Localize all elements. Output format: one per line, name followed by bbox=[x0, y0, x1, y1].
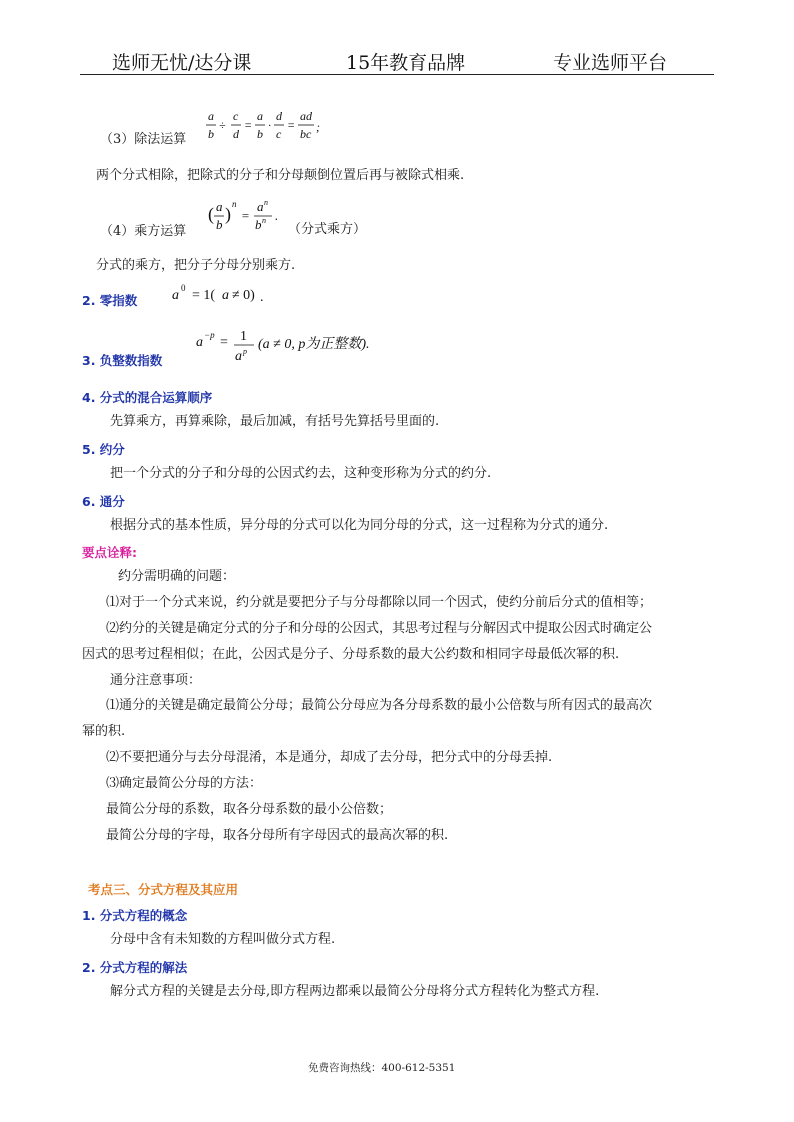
svg-text:0: 0 bbox=[181, 283, 186, 293]
svg-text:c: c bbox=[233, 109, 239, 123]
svg-text:a: a bbox=[208, 109, 214, 123]
key-line: ⑵不要把通分与去分母混淆，本是通分，却成了去分母，把分式中的分母丢掉. bbox=[106, 750, 553, 765]
power-formula bbox=[208, 196, 288, 236]
svg-text:a: a bbox=[172, 288, 179, 303]
svg-text:a: a bbox=[216, 199, 223, 214]
equation-solving-body: 解分式方程的关键是去分母,即方程两边都乘以最简公分母将分式方程转化为整式方程. bbox=[110, 984, 600, 999]
svg-text:): ) bbox=[225, 204, 231, 224]
key-line: 最简公分母的系数，取各分母系数的最小公倍数； bbox=[106, 802, 393, 817]
svg-text:=: = bbox=[220, 335, 228, 350]
svg-text:ad: ad bbox=[300, 109, 312, 123]
svg-text:b: b bbox=[255, 217, 262, 232]
key-line: 通分注意事项： bbox=[110, 673, 202, 688]
svg-text:p: p bbox=[243, 347, 247, 356]
svg-text:·: · bbox=[268, 118, 271, 132]
svg-text:n: n bbox=[264, 198, 268, 207]
key-notes-heading: 要点诠释: bbox=[82, 545, 137, 560]
svg-text:b: b bbox=[216, 217, 223, 232]
mixed-operation-body: 先算乘方，再算乘除，最后加减，有括号先算括号里面的. bbox=[110, 414, 440, 429]
svg-text:=: = bbox=[287, 118, 296, 132]
svg-text:a: a bbox=[257, 199, 264, 214]
svg-text:.: . bbox=[260, 290, 264, 305]
header-right: 专业选师平台 bbox=[553, 52, 668, 74]
svg-text:=: = bbox=[241, 208, 250, 223]
svg-text:d: d bbox=[276, 109, 282, 123]
division-formula bbox=[206, 106, 336, 146]
negative-exponent-formula bbox=[196, 326, 258, 366]
svg-text:n: n bbox=[232, 199, 237, 209]
reduction-heading: 5. 约分 bbox=[82, 442, 125, 457]
power-tag: （分式乘方） bbox=[288, 222, 367, 237]
svg-text:b: b bbox=[257, 127, 263, 141]
division-label: （3）除法运算 bbox=[100, 132, 187, 147]
zero-exponent-formula bbox=[172, 282, 272, 306]
equation-concept-heading: 1. 分式方程的概念 bbox=[82, 908, 188, 923]
svg-text:1: 1 bbox=[240, 329, 247, 344]
mixed-operation-heading: 4. 分式的混合运算顺序 bbox=[82, 390, 213, 405]
svg-text:≠ 0): ≠ 0) bbox=[232, 288, 255, 303]
header-rule bbox=[80, 74, 714, 75]
svg-text:=: = bbox=[244, 118, 253, 132]
header-left: 选师无忧/达分课 bbox=[112, 52, 252, 74]
common-denominator-body: 根据分式的基本性质，异分母的分式可以化为同分母的分式，这一过程称为分式的通分. bbox=[110, 518, 609, 533]
svg-text:d: d bbox=[233, 127, 239, 141]
svg-text:−p: −p bbox=[204, 330, 215, 340]
svg-text:b: b bbox=[208, 127, 214, 141]
equation-concept-body: 分母中含有未知数的方程叫做分式方程. bbox=[110, 932, 336, 947]
section-three-heading: 考点三、分式方程及其应用 bbox=[88, 882, 239, 897]
equation-solving-heading: 2. 分式方程的解法 bbox=[82, 960, 188, 975]
key-line: 幂的积. bbox=[82, 724, 126, 739]
power-note: 分式的乘方，把分子分母分别乘方. bbox=[96, 258, 296, 273]
svg-text:bc: bc bbox=[300, 127, 312, 141]
svg-text:= 1(: = 1( bbox=[192, 288, 216, 303]
common-denominator-heading: 6. 通分 bbox=[82, 494, 125, 509]
power-label: （4）乘方运算 bbox=[100, 224, 187, 239]
svg-text:a: a bbox=[235, 349, 242, 364]
svg-text:.: . bbox=[275, 208, 279, 223]
svg-text:(: ( bbox=[208, 204, 214, 224]
negative-exponent-heading: 3. 负整数指数 bbox=[82, 353, 163, 368]
footer-hotline: 免费咨询热线：400-612-5351 bbox=[308, 1062, 456, 1074]
division-note: 两个分式相除，把除式的分子和分母颠倒位置后再与被除式相乘. bbox=[96, 168, 465, 183]
svg-text:n: n bbox=[262, 216, 266, 225]
key-line: ⑶确定最简公分母的方法： bbox=[106, 776, 263, 791]
svg-text:;: ; bbox=[316, 120, 320, 134]
reduction-body: 把一个分式的分子和分母的公因式约去，这种变形称为分式的约分. bbox=[110, 466, 492, 481]
svg-text:c: c bbox=[276, 127, 282, 141]
key-line: 最简公分母的字母，取各分母所有字母因式的最高次幂的积. bbox=[106, 828, 449, 843]
key-line: ⑴对于一个分式来说，约分就是要把分子与分母都除以同一个因式，使约分前后分式的值相等； bbox=[106, 595, 653, 610]
header-center: 15年教育品牌 bbox=[346, 52, 466, 74]
svg-text:a: a bbox=[196, 335, 203, 350]
key-line: ⑴通分的关键是确定最简公分母；最简公分母应为各分母系数的最小公倍数与所有因式的最高次 bbox=[106, 698, 653, 713]
negative-exponent-condition: (a ≠ 0, p为正整数). bbox=[258, 337, 370, 352]
zero-exponent-heading: 2. 零指数 bbox=[82, 293, 138, 308]
key-line: 因式的思考过程相似；在此，公因式是分子、分母系数的最大公约数和相同字母最低次幂的积. bbox=[82, 647, 620, 662]
svg-text:a: a bbox=[222, 288, 229, 303]
key-line: 约分需明确的问题： bbox=[118, 569, 236, 584]
svg-text:÷: ÷ bbox=[219, 118, 226, 132]
key-line: ⑵约分的关键是确定分式的分子和分母的公因式，其思考过程与分解因式中提取公因式时确定公 bbox=[106, 621, 653, 636]
svg-text:a: a bbox=[257, 109, 263, 123]
